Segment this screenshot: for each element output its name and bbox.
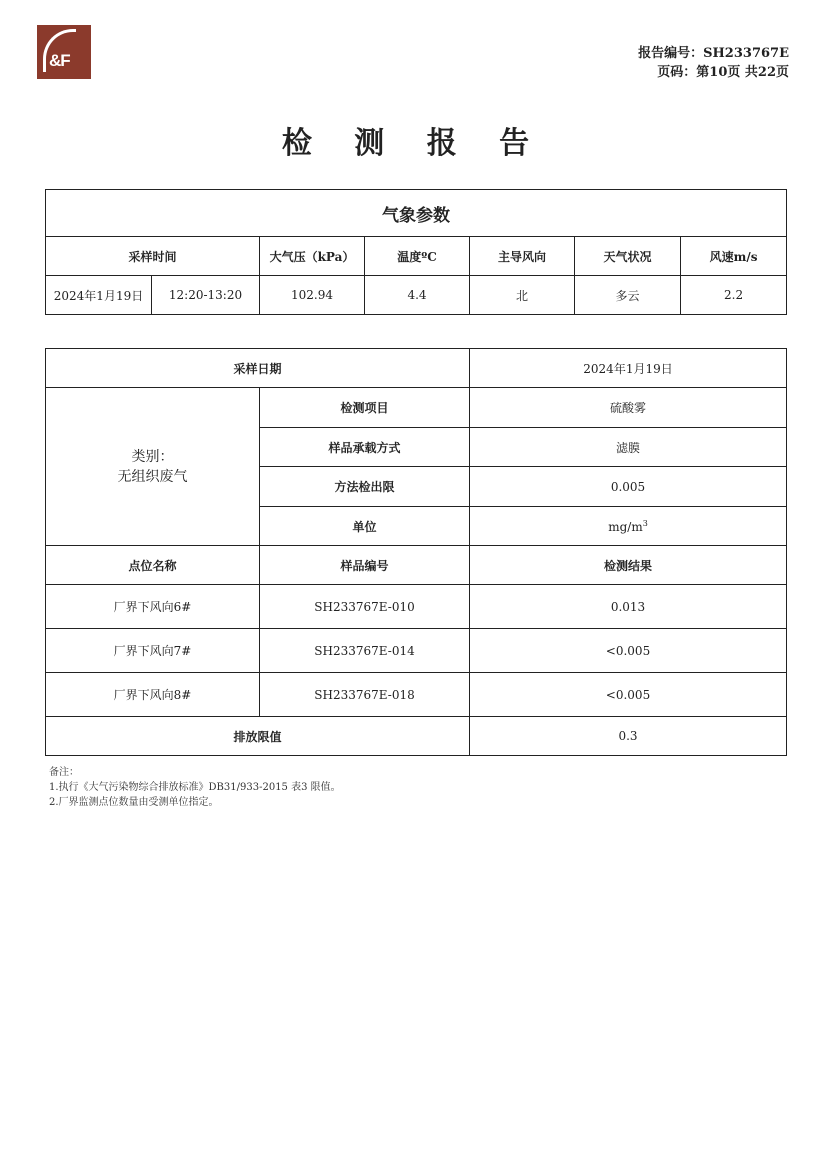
test-item-value: 硫酸雾 [470, 388, 787, 428]
column-result: 检测结果 [470, 546, 787, 585]
weather-caption: 气象参数 [46, 190, 787, 237]
weather-date: 2024年1月19日 [46, 276, 152, 315]
table-row [46, 585, 787, 629]
sampling-date-label: 采样日期 [46, 349, 470, 388]
emission-limit-value: 0.3 [470, 717, 787, 756]
row-sample: SH233767E-018 [260, 673, 470, 717]
unit-value-cell [470, 507, 787, 546]
page-number: 页码：第10页 共22页 [657, 65, 789, 80]
note-line-1: 1.执行《大气污染物综合排放标准》DB31/933-2015 表3 限值。 [49, 782, 341, 793]
weather-condition: 多云 [575, 276, 681, 315]
unit-label: 单位 [260, 507, 470, 546]
notes-title: 备注： [49, 767, 79, 778]
header-wind-direction: 主导风向 [470, 237, 575, 276]
header-weather-condition: 天气状况 [575, 237, 681, 276]
unit-value: mg/m [608, 519, 643, 534]
header-pressure: 大气压（kPa） [260, 237, 365, 276]
category-cell [46, 388, 260, 546]
test-results-table [45, 348, 787, 756]
report-number: 报告编号：SH233767E [638, 46, 789, 61]
column-point-name: 点位名称 [46, 546, 260, 585]
row-point: 厂界下风向8# [46, 673, 260, 717]
notes-section [49, 765, 341, 810]
weather-time: 12:20-13:20 [152, 276, 260, 315]
emission-limit-label: 排放限值 [46, 717, 470, 756]
report-header-info [638, 44, 789, 82]
unit-exponent: 3 [642, 518, 648, 528]
row-result: 0.013 [470, 585, 787, 629]
weather-wind-direction: 北 [470, 276, 575, 315]
weather-pressure: 102.94 [260, 276, 365, 315]
row-result: <0.005 [470, 629, 787, 673]
header-sampling-time: 采样时间 [46, 237, 260, 276]
category-value: 无组织废气 [117, 468, 188, 485]
weather-temperature: 4.4 [365, 276, 470, 315]
carrier-label: 样品承载方式 [260, 428, 470, 467]
category-label: 类别： [131, 448, 174, 465]
table-row [46, 673, 787, 717]
header-wind-speed: 风速m/s [681, 237, 787, 276]
detection-limit-value: 0.005 [470, 467, 787, 507]
note-line-2: 2.厂界监测点位数量由受测单位指定。 [49, 797, 219, 808]
carrier-value: 滤膜 [470, 428, 787, 467]
row-sample: SH233767E-014 [260, 629, 470, 673]
weather-wind-speed: 2.2 [681, 276, 787, 315]
column-sample-number: 样品编号 [260, 546, 470, 585]
row-result: <0.005 [470, 673, 787, 717]
weather-parameters-table [45, 189, 787, 315]
row-point: 厂界下风向7# [46, 629, 260, 673]
table-row [46, 629, 787, 673]
sampling-date-value: 2024年1月19日 [470, 349, 787, 388]
document-title: 检 测 报 告 [281, 126, 546, 161]
company-logo [37, 25, 91, 79]
row-point: 厂界下风向6# [46, 585, 260, 629]
detection-limit-label: 方法检出限 [260, 467, 470, 507]
header-temperature: 温度ºC [365, 237, 470, 276]
test-item-label: 检测项目 [260, 388, 470, 428]
row-sample: SH233767E-010 [260, 585, 470, 629]
logo-text: &F [49, 51, 70, 70]
